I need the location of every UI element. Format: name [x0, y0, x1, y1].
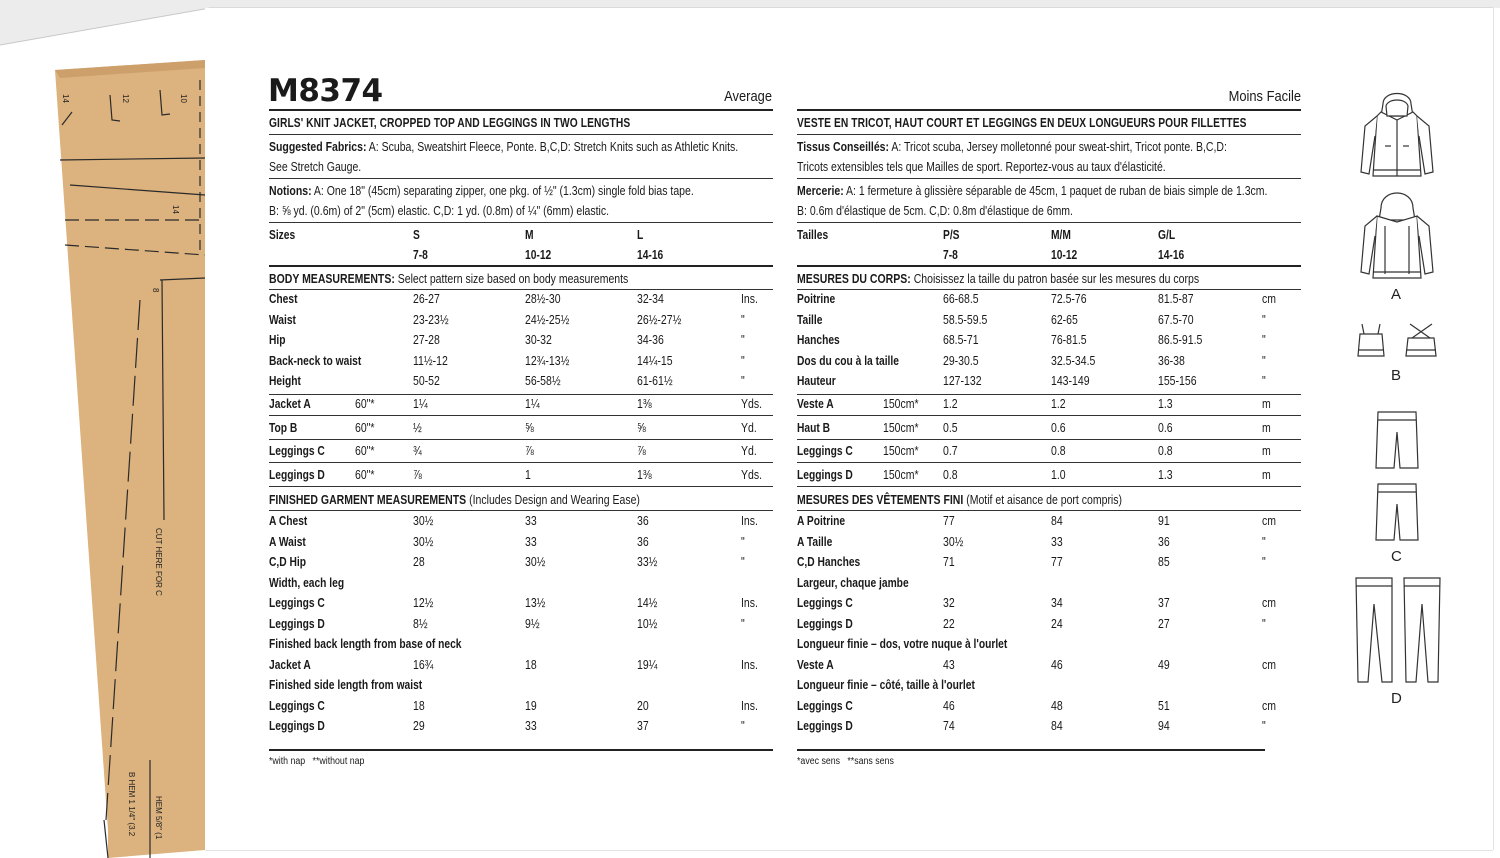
- row-label: Leggings C: [797, 444, 853, 459]
- row-value-s: 26-27: [413, 292, 440, 306]
- row-width: 60"*: [355, 397, 375, 411]
- divider: [797, 265, 1301, 267]
- row-value-l: 32-34: [637, 292, 664, 306]
- tissue-hem: HEM 5/8" (1: [154, 796, 163, 840]
- leggings-c-back-illustration: [1372, 480, 1422, 544]
- row-value-m: 33: [525, 534, 537, 549]
- row-value-m: 84: [1051, 514, 1063, 528]
- row-label: Longueur finie – dos, votre nuque à l'ourlet: [797, 637, 1008, 651]
- leggings-c-front-illustration: [1372, 408, 1422, 472]
- row-value-s: 0.8: [943, 468, 958, 483]
- row-unit: ": [741, 616, 745, 631]
- jacket-illustration-front: [1355, 86, 1439, 184]
- row-value-s: 43: [943, 657, 955, 672]
- notions-line2-en: B: ⅝ yd. (0.6m) of 2" (5cm) elastic. C,D: 1 yd. (0.8m) of ¼" (6mm) elastic.: [269, 204, 610, 218]
- tissue-b-hem: B HEM 1 1/4" (3.2: [127, 772, 136, 837]
- row-divider: [797, 415, 1301, 416]
- row-unit: m: [1262, 397, 1271, 411]
- size-gl-letter: G/L: [1158, 228, 1176, 242]
- body-heading-rest-fr: Choisissez la taille du patron basée sur les mesures du corps: [913, 272, 1200, 286]
- row-value-l: 51: [1158, 698, 1170, 713]
- row-value-m: 32.5-34.5: [1051, 353, 1096, 368]
- body-heading-label-fr: MESURES DU CORPS:: [797, 272, 911, 286]
- row-unit: ": [741, 555, 745, 569]
- notions-label-fr: Mercerie:: [797, 184, 844, 198]
- fabrics-fr: [797, 140, 1227, 154]
- row-value-s: ¾: [413, 444, 422, 459]
- row-label: Finished side length from waist: [269, 678, 423, 692]
- jacket-illustration-back: [1355, 186, 1439, 284]
- body-heading-label-en: BODY MEASUREMENTS:: [269, 272, 395, 286]
- finished-heading-en: [269, 493, 640, 507]
- row-value-m: 34: [1051, 596, 1063, 610]
- row-value-l: 19¼: [637, 657, 658, 672]
- row-value-s: 22: [943, 616, 955, 631]
- row-value-l: 36: [637, 514, 649, 528]
- row-value-l: 1⅜: [637, 468, 652, 483]
- finished-heading-rest-fr: (Motif et aisance de port compris): [966, 493, 1123, 507]
- divider: [269, 510, 773, 511]
- row-label: Height: [269, 374, 301, 388]
- divider: [797, 510, 1301, 511]
- size-mm-letter: M/M: [1051, 228, 1071, 242]
- row-value-s: 50-52: [413, 374, 440, 388]
- row-unit: m: [1262, 468, 1271, 483]
- notions-line2-fr: B: 0.6m d'élastique de 5cm. C,D: 0.8m d'élastique de 6mm.: [797, 204, 1073, 218]
- tissue-size-14b: 14: [171, 205, 180, 214]
- row-unit: m: [1262, 444, 1271, 459]
- row-value-s: 23-23½: [413, 312, 449, 327]
- row-unit: m: [1262, 420, 1271, 435]
- row-unit: ": [741, 353, 745, 368]
- row-value-l: 1⅜: [637, 397, 652, 411]
- row-value-s: ⅞: [413, 468, 422, 483]
- row-label: A Poitrine: [797, 514, 846, 528]
- row-label: Top B: [269, 420, 298, 435]
- pattern-title-en: GIRLS' KNIT JACKET, CROPPED TOP AND LEGGINGS IN TWO LENGTHS: [269, 116, 631, 130]
- row-value-s: 71: [943, 555, 955, 569]
- row-unit: Ins.: [741, 514, 758, 528]
- row-value-l: 0.6: [1158, 420, 1173, 435]
- row-value-l: 94: [1158, 719, 1170, 733]
- row-unit: ": [741, 312, 745, 327]
- row-unit: ": [1262, 312, 1266, 327]
- divider: [269, 222, 773, 223]
- row-unit: ": [741, 534, 745, 549]
- row-value-l: 27: [1158, 616, 1170, 631]
- row-value-m: 72.5-76: [1051, 292, 1087, 306]
- row-value-s: 68.5-71: [943, 333, 979, 347]
- tissue-cut-here: CUT HERE FOR C: [154, 528, 163, 596]
- row-label: Waist: [269, 312, 296, 327]
- body-heading-en: [269, 272, 628, 286]
- row-value-s: 12½: [413, 596, 434, 610]
- size-l-range: 14-16: [637, 248, 664, 262]
- row-divider: [797, 462, 1301, 463]
- divider: [797, 109, 1301, 111]
- row-divider: [797, 486, 1301, 487]
- fabrics-line1-en: A: Scuba, Sweatshirt Fleece, Ponte. B,C,D: Stretch Knits such as Athletic Knits.: [368, 140, 739, 154]
- size-mm-range: 10-12: [1051, 248, 1078, 262]
- row-label: Dos du cou à la taille: [797, 353, 899, 368]
- leggings-d-illustration: [1350, 574, 1446, 686]
- row-value-m: 24½-25½: [525, 312, 570, 327]
- fabrics-label-en: Suggested Fabrics:: [269, 140, 367, 154]
- row-value-m: 13½: [525, 596, 546, 610]
- tissue-size-14: 14: [61, 94, 70, 103]
- row-value-s: 29-30.5: [943, 353, 979, 368]
- row-label: A Waist: [269, 534, 306, 549]
- row-value-l: 49: [1158, 657, 1170, 672]
- row-unit: Yds.: [741, 397, 763, 411]
- row-value-m: 76-81.5: [1051, 333, 1087, 347]
- fabrics-line2-en: See Stretch Gauge.: [269, 160, 362, 174]
- row-label: Largeur, chaque jambe: [797, 575, 909, 590]
- row-value-s: 11½-12: [413, 353, 448, 368]
- row-label: Leggings C: [269, 698, 325, 713]
- footnote-en: *with nap **without nap: [269, 756, 365, 767]
- row-value-s: 28: [413, 555, 425, 569]
- row-label: Longueur finie – côté, taille à l'ourlet: [797, 678, 975, 692]
- row-label: Leggings D: [269, 468, 325, 483]
- row-unit: ": [1262, 534, 1266, 549]
- row-label: C,D Hanches: [797, 555, 861, 569]
- divider: [269, 265, 773, 267]
- row-label: C,D Hip: [269, 555, 307, 569]
- divider: [797, 289, 1301, 290]
- row-value-l: 10½: [637, 616, 658, 631]
- row-unit: cm: [1262, 657, 1277, 672]
- row-label: Leggings D: [797, 616, 853, 631]
- row-label: Leggings D: [797, 719, 853, 733]
- row-value-l: 1.3: [1158, 397, 1173, 411]
- fabrics-en: [269, 140, 738, 154]
- body-heading-fr: [797, 272, 1199, 286]
- row-unit: cm: [1262, 292, 1277, 306]
- row-label: Hanches: [797, 333, 840, 347]
- row-label: Chest: [269, 292, 298, 306]
- row-value-m: 33: [525, 719, 537, 733]
- divider: [797, 222, 1301, 223]
- row-value-m: 28½-30: [525, 292, 561, 306]
- row-value-l: 33½: [637, 555, 658, 569]
- row-value-m: 46: [1051, 657, 1063, 672]
- row-value-m: 9½: [525, 616, 540, 631]
- row-value-l: 61-61½: [637, 374, 673, 388]
- row-value-l: 36: [637, 534, 649, 549]
- footnote-fr: *avec sens **sans sens: [797, 756, 894, 767]
- size-ps-range: 7-8: [943, 248, 958, 262]
- row-value-m: 1: [525, 468, 531, 483]
- row-label: Leggings C: [797, 596, 853, 610]
- row-unit: ": [1262, 374, 1266, 388]
- row-value-s: 66-68.5: [943, 292, 979, 306]
- row-value-l: ⅞: [637, 444, 646, 459]
- row-divider: [269, 486, 773, 487]
- finished-heading-rest-en: (Includes Design and Wearing Ease): [469, 493, 640, 507]
- row-value-s: 58.5-59.5: [943, 312, 988, 327]
- row-value-m: 30-32: [525, 333, 552, 347]
- size-s-range: 7-8: [413, 248, 428, 262]
- row-value-l: 37: [1158, 596, 1170, 610]
- row-value-s: 1.2: [943, 397, 958, 411]
- row-value-s: 29: [413, 719, 425, 733]
- divider: [269, 178, 773, 179]
- row-value-s: 30½: [943, 534, 964, 549]
- body-heading-rest-en: Select pattern size based on body measurements: [397, 272, 629, 286]
- size-s-letter: S: [413, 228, 420, 242]
- row-value-s: 1¼: [413, 397, 428, 411]
- pattern-code: M8374: [268, 73, 383, 109]
- row-value-m: 0.8: [1051, 444, 1066, 459]
- row-value-s: 46: [943, 698, 955, 713]
- row-value-m: 1¼: [525, 397, 540, 411]
- row-value-m: 77: [1051, 555, 1063, 569]
- row-label: Leggings D: [269, 719, 325, 733]
- row-unit: ": [1262, 719, 1266, 733]
- size-ps-letter: P/S: [943, 228, 960, 242]
- row-value-m: ⅝: [525, 420, 534, 435]
- tissue-size-10: 10: [179, 94, 188, 103]
- row-width: 60"*: [355, 444, 375, 459]
- divider: [269, 109, 773, 111]
- divider: [797, 749, 1265, 751]
- row-width: 150cm*: [883, 468, 919, 483]
- row-value-m: 143-149: [1051, 374, 1090, 388]
- row-label: A Taille: [797, 534, 833, 549]
- row-label: Leggings C: [269, 596, 325, 610]
- divider: [269, 289, 773, 290]
- row-value-m: 30½: [525, 555, 546, 569]
- tissue-size-12: 12: [121, 94, 130, 103]
- row-value-m: 1.2: [1051, 397, 1066, 411]
- row-value-m: 1.0: [1051, 468, 1066, 483]
- notions-en: [269, 184, 694, 198]
- row-unit: cm: [1262, 596, 1277, 610]
- row-label: Back-neck to waist: [269, 353, 362, 368]
- row-value-l: 155-156: [1158, 374, 1197, 388]
- view-label-b: B: [1391, 367, 1402, 384]
- row-unit: Ins.: [741, 657, 758, 672]
- notions-fr: [797, 184, 1267, 198]
- divider: [269, 134, 773, 135]
- row-unit: ": [741, 719, 745, 733]
- row-value-m: 33: [525, 514, 537, 528]
- row-unit: ": [1262, 555, 1266, 569]
- row-value-m: 0.6: [1051, 420, 1066, 435]
- row-value-s: 127-132: [943, 374, 982, 388]
- row-width: 60"*: [355, 468, 375, 483]
- row-divider: [269, 415, 773, 416]
- row-value-m: 12¾-13½: [525, 353, 570, 368]
- row-width: 150cm*: [883, 444, 919, 459]
- row-unit: Ins.: [741, 596, 758, 610]
- row-value-s: 27-28: [413, 333, 440, 347]
- row-label: Veste A: [797, 397, 834, 411]
- fabrics-line2-fr: Tricots extensibles tels que Mailles de sport. Reportez-vous au taux d'élasticité.: [797, 160, 1166, 174]
- finished-heading-label-en: FINISHED GARMENT MEASUREMENTS: [269, 493, 467, 507]
- row-label: Leggings C: [269, 444, 325, 459]
- row-unit: cm: [1262, 514, 1277, 528]
- row-unit: ": [1262, 353, 1266, 368]
- row-value-s: 16¾: [413, 657, 434, 672]
- row-value-m: 19: [525, 698, 537, 713]
- view-label-d: D: [1391, 690, 1402, 707]
- row-value-m: 56-58½: [525, 374, 561, 388]
- pattern-title-fr: VESTE EN TRICOT, HAUT COURT ET LEGGINGS EN DEUX LONGUEURS POUR FILLETTES: [797, 116, 1247, 130]
- size-l-letter: L: [637, 228, 644, 242]
- row-value-l: 20: [637, 698, 649, 713]
- sizes-label-fr: Tailles: [797, 228, 829, 242]
- row-unit: Yd.: [741, 444, 757, 459]
- row-label: Veste A: [797, 657, 834, 672]
- row-divider: [269, 439, 773, 440]
- size-m-letter: M: [525, 228, 534, 242]
- row-width: 60"*: [355, 420, 375, 435]
- row-width: 150cm*: [883, 397, 919, 411]
- row-label: Taille: [797, 312, 823, 327]
- row-divider: [797, 439, 1301, 440]
- row-label: Haut B: [797, 420, 831, 435]
- row-value-s: 77: [943, 514, 955, 528]
- row-value-l: 34-36: [637, 333, 664, 347]
- view-label-c: C: [1391, 548, 1402, 565]
- row-label: Leggings D: [269, 616, 325, 631]
- row-label: Poitrine: [797, 292, 836, 306]
- row-value-s: 30½: [413, 534, 434, 549]
- row-label: Hauteur: [797, 374, 836, 388]
- row-value-s: ½: [413, 420, 422, 435]
- row-value-l: 81.5-87: [1158, 292, 1194, 306]
- row-unit: cm: [1262, 698, 1277, 713]
- row-value-m: 33: [1051, 534, 1063, 549]
- difficulty-level-fr: Moins Facile: [1228, 88, 1301, 105]
- divider: [797, 134, 1301, 135]
- divider: [269, 749, 773, 751]
- row-unit: Ins.: [741, 292, 758, 306]
- row-label: A Chest: [269, 514, 308, 528]
- row-value-s: 18: [413, 698, 425, 713]
- row-width: 150cm*: [883, 420, 919, 435]
- row-label: Finished back length from base of neck: [269, 637, 462, 651]
- finished-heading-label-fr: MESURES DES VÊTEMENTS FINI: [797, 493, 964, 507]
- row-value-l: 36-38: [1158, 353, 1185, 368]
- row-unit: ": [1262, 333, 1266, 347]
- divider: [797, 178, 1301, 179]
- row-value-m: 48: [1051, 698, 1063, 713]
- row-label: Leggings D: [797, 468, 853, 483]
- row-value-l: 14¼-15: [637, 353, 673, 368]
- row-value-m: ⅞: [525, 444, 534, 459]
- row-label: Hip: [269, 333, 286, 347]
- row-label: Leggings C: [797, 698, 853, 713]
- top-illustration: [1352, 320, 1442, 362]
- row-value-s: 74: [943, 719, 955, 733]
- row-label: Jacket A: [269, 657, 311, 672]
- row-unit: ": [741, 374, 745, 388]
- row-value-s: 32: [943, 596, 955, 610]
- row-unit: ": [1262, 616, 1266, 631]
- row-unit: Yd.: [741, 420, 757, 435]
- row-value-l: 86.5-91.5: [1158, 333, 1203, 347]
- row-label: Jacket A: [269, 397, 311, 411]
- fabrics-line1-fr: A: Tricot scuba, Jersey molletonné pour sweat-shirt, Tricot ponte. B,C,D:: [891, 140, 1227, 154]
- row-value-l: 91: [1158, 514, 1170, 528]
- row-value-l: 26½-27½: [637, 312, 682, 327]
- sizes-label-en: Sizes: [269, 228, 296, 242]
- row-value-m: 18: [525, 657, 537, 672]
- row-value-l: 67.5-70: [1158, 312, 1194, 327]
- notions-line1-fr: A: 1 fermeture à glissière séparable de 45cm, 1 paquet de ruban de biais simple de 1.3cm.: [846, 184, 1268, 198]
- row-value-s: 0.7: [943, 444, 958, 459]
- notions-label-en: Notions:: [269, 184, 312, 198]
- finished-heading-fr: [797, 493, 1122, 507]
- row-unit: Ins.: [741, 698, 758, 713]
- row-value-s: 0.5: [943, 420, 958, 435]
- row-unit: Yds.: [741, 468, 763, 483]
- row-divider: [269, 462, 773, 463]
- tissue-size-8: 8: [151, 288, 160, 293]
- row-value-l: ⅝: [637, 420, 646, 435]
- view-label-a: A: [1391, 286, 1402, 303]
- divider: [269, 394, 773, 395]
- difficulty-level-en: Average: [724, 88, 772, 105]
- fabrics-label-fr: Tissus Conseillés:: [797, 140, 890, 154]
- row-value-l: 0.8: [1158, 444, 1173, 459]
- row-value-l: 36: [1158, 534, 1170, 549]
- row-value-l: 14½: [637, 596, 658, 610]
- divider: [797, 394, 1301, 395]
- row-label: Width, each leg: [269, 575, 345, 590]
- row-value-l: 1.3: [1158, 468, 1173, 483]
- row-value-s: 8½: [413, 616, 428, 631]
- row-value-s: 30½: [413, 514, 434, 528]
- size-m-range: 10-12: [525, 248, 552, 262]
- notions-line1-en: A: One 18" (45cm) separating zipper, one pkg. of ½" (1.3cm) single fold bias tape.: [313, 184, 694, 198]
- row-value-m: 84: [1051, 719, 1063, 733]
- size-gl-range: 14-16: [1158, 248, 1185, 262]
- row-value-m: 62-65: [1051, 312, 1078, 327]
- row-value-l: 37: [637, 719, 649, 733]
- row-value-l: 85: [1158, 555, 1170, 569]
- row-value-m: 24: [1051, 616, 1063, 631]
- row-unit: ": [741, 333, 745, 347]
